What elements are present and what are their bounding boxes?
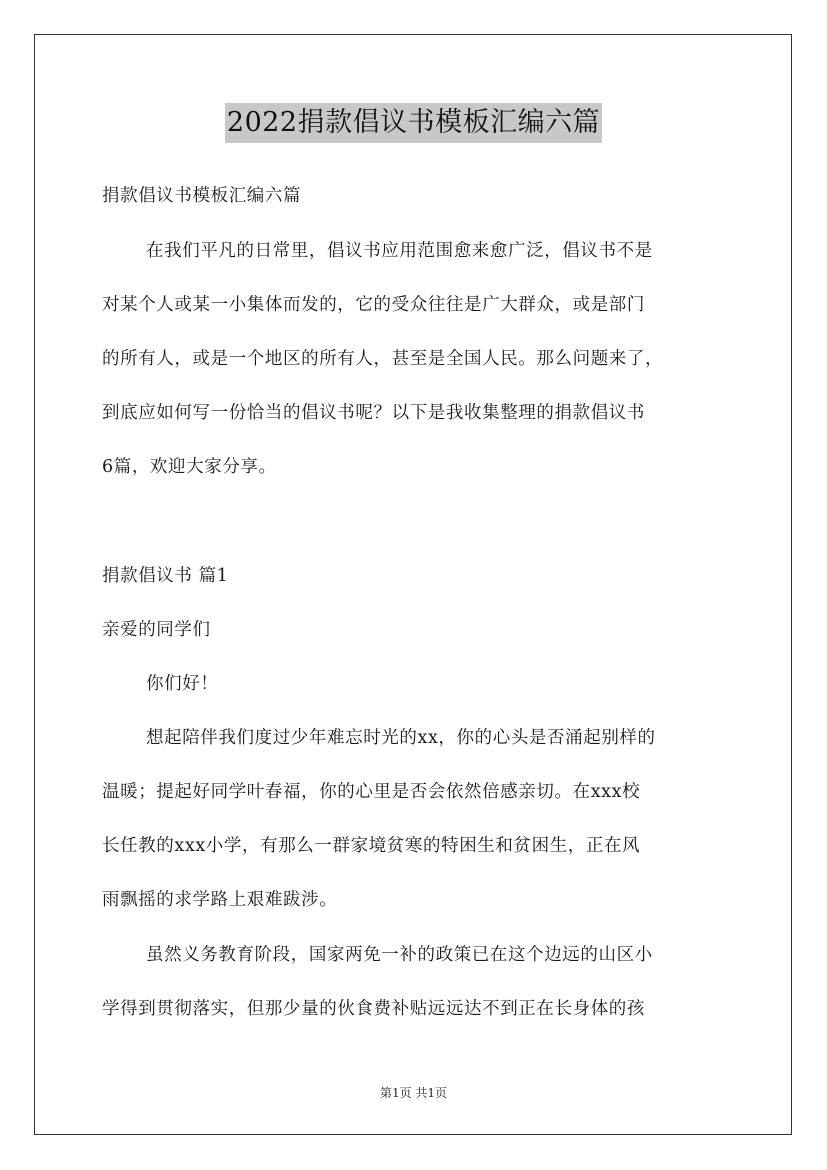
section-heading: 捐款倡议书 篇1 bbox=[102, 566, 229, 586]
intro-line-2: 对某个人或某一小集体而发的，它的受众往往是广大群众，或是部门 bbox=[102, 295, 645, 315]
page-number-footer: 第1页 共1页 bbox=[379, 1086, 448, 1100]
greeting: 你们好！ bbox=[146, 674, 219, 694]
body-line-6: 学得到贯彻落实，但那少量的伙食费补贴远远达不到正在长身体的孩 bbox=[102, 999, 645, 1019]
intro-line-5: 6篇，欢迎大家分享。 bbox=[102, 457, 277, 477]
title-container bbox=[0, 103, 827, 143]
document-title: 2022捐款倡议书模板汇编六篇 bbox=[225, 103, 602, 143]
salutation: 亲爱的同学们 bbox=[102, 620, 211, 640]
body-line-3: 长任教的xxx小学，有那么一群家境贫寒的特困生和贫困生，正在风 bbox=[102, 836, 641, 856]
intro-line-4: 到底应如何写一份恰当的倡议书呢？以下是我收集整理的捐款倡议书 bbox=[102, 403, 645, 423]
body-line-2: 温暖；提起好同学叶春福，你的心里是否会依然倍感亲切。在xxx校 bbox=[102, 782, 641, 802]
intro-line-3: 的所有人，或是一个地区的所有人，甚至是全国人民。那么问题来了， bbox=[102, 349, 664, 369]
body-line-4: 雨飘摇的求学路上艰难跋涉。 bbox=[102, 890, 338, 910]
body-line-1: 想起陪伴我们度过少年难忘时光的xx，你的心头是否涌起别样的 bbox=[146, 728, 656, 748]
document-subtitle: 捐款倡议书模板汇编六篇 bbox=[102, 186, 302, 206]
body-line-5: 虽然义务教育阶段，国家两免一补的政策已在这个边远的山区小 bbox=[146, 945, 653, 965]
intro-line-1: 在我们平凡的日常里，倡议书应用范围愈来愈广泛，倡议书不是 bbox=[146, 241, 653, 261]
